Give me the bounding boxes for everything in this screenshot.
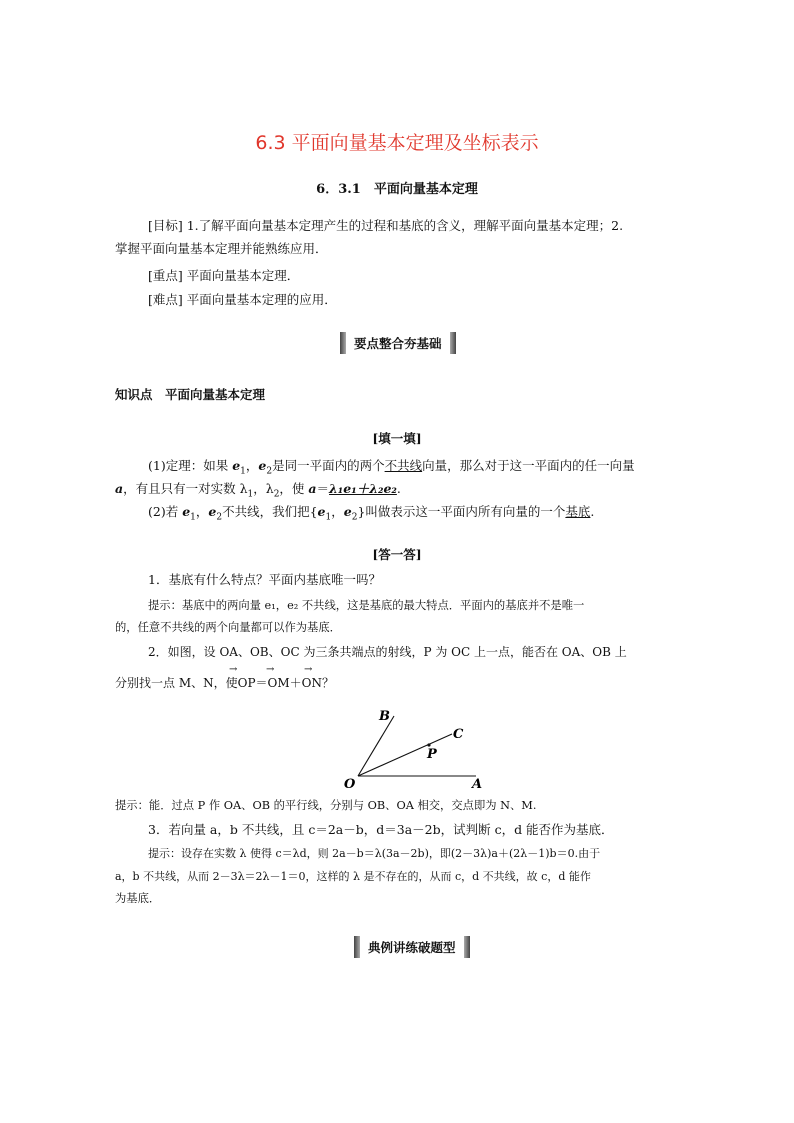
knowledge-point-heading: 知识点 平面向量基本定理 — [115, 387, 266, 402]
goals-line-2: 掌握平面向量基本定理并能熟练应用． — [115, 241, 328, 256]
hint-3-line-3: 为基底． — [115, 892, 161, 905]
label-a: A — [472, 777, 483, 792]
theorem-line-2: a，有且只有一对实数 $\lambda_1$，$\lambda_2$，使 a＝λ₁e₁＋λ₂e₂. — [115, 481, 401, 500]
vector-arrow-op: → — [229, 664, 238, 675]
blank-non-collinear: 不共线 — [384, 458, 423, 473]
section-banner-examples — [354, 936, 470, 958]
vector-arrow-on: → — [304, 664, 313, 675]
label-b: B — [379, 709, 390, 724]
blank-linear-combination: λ₁e₁＋λ₂e₂ — [329, 481, 397, 496]
banner-right-bar — [450, 332, 456, 354]
basis-definition: (2)若 $e_1$，$e_2$不共线，我们把{$e_1$，$e_2$}叫做表示这一平面内所有向量的一个基底. — [148, 504, 595, 523]
key-point: [重点] 平面向量基本定理． — [148, 268, 300, 283]
hint-2: 提示：能．过点 P 作 OA、OB 的平行线，分别与 OB、OA 相交，交点即为 N、M. — [115, 799, 537, 812]
hint-1-line-2: 的，任意不共线的两个向量都可以作为基底． — [115, 621, 341, 634]
difficulty-point: [难点] 平面向量基本定理的应用． — [148, 292, 337, 307]
theorem-line-1: (1)定理：如果 $e_1$，$e_2$是同一平面内的两个不共线向量，那么对于这一平面内的任一向量 — [148, 458, 635, 477]
hint-3-line-1: 提示：设存在实数 λ 使得 c＝λd，则 2a－b＝λ(3a－2b)，即(2－3λ)a＋(2λ－1)b＝0.由于 — [148, 847, 601, 860]
label-c: C — [453, 727, 464, 742]
ray-oc — [358, 734, 452, 776]
question-3: 3．若向量 a，b 不共线，且 c＝2a－b，d＝3a－2b，试判断 c，d 能否作为基底． — [148, 822, 614, 837]
label-o: O — [344, 777, 356, 792]
fill-blank-heading: [填一填] — [372, 431, 422, 446]
hint-1-line-1: 提示：基底中的两向量 e₁，e₂ 不共线，这是基底的最大特点．平面内的基底并不是唯一 — [148, 599, 585, 612]
banner-text: 典例讲练破题型 — [368, 940, 456, 955]
banner-right-bar — [464, 936, 470, 958]
question-2-line-1: 2．如图，设 OA、OB、OC 为三条共端点的射线，P 为 OC 上一点，能否在 OA、OB 上 — [148, 645, 627, 659]
goals-line-1: [目标] 1.了解平面向量基本定理产生的过程和基底的含义，理解平面向量基本定理；2. — [148, 218, 624, 233]
question-1: 1．基底有什么特点？平面内基底唯一吗？ — [148, 572, 381, 587]
vector-arrow-om: → — [266, 664, 275, 675]
section-banner-basics — [340, 332, 456, 354]
banner-text: 要点整合夯基础 — [354, 336, 442, 351]
hint-3-line-2: a，b 不共线，从而 2－3λ＝2λ－1＝0，这样的 λ 是不存在的，从而 c，d 不共线，故 c，d 能作 — [115, 870, 591, 883]
qa-heading: [答一答] — [372, 547, 422, 562]
ray-diagram — [330, 700, 500, 792]
section-subtitle: 6．3.1 平面向量基本定理 — [316, 182, 478, 197]
page-title: 6.3 平面向量基本定理及坐标表示 — [255, 132, 539, 154]
label-p: P — [427, 747, 437, 762]
blank-basis: 基底 — [565, 504, 591, 519]
ray-ob — [358, 716, 394, 776]
question-2-line-2: 分别找一点 M、N，使OP＝OM＋ON？ — [115, 676, 334, 690]
